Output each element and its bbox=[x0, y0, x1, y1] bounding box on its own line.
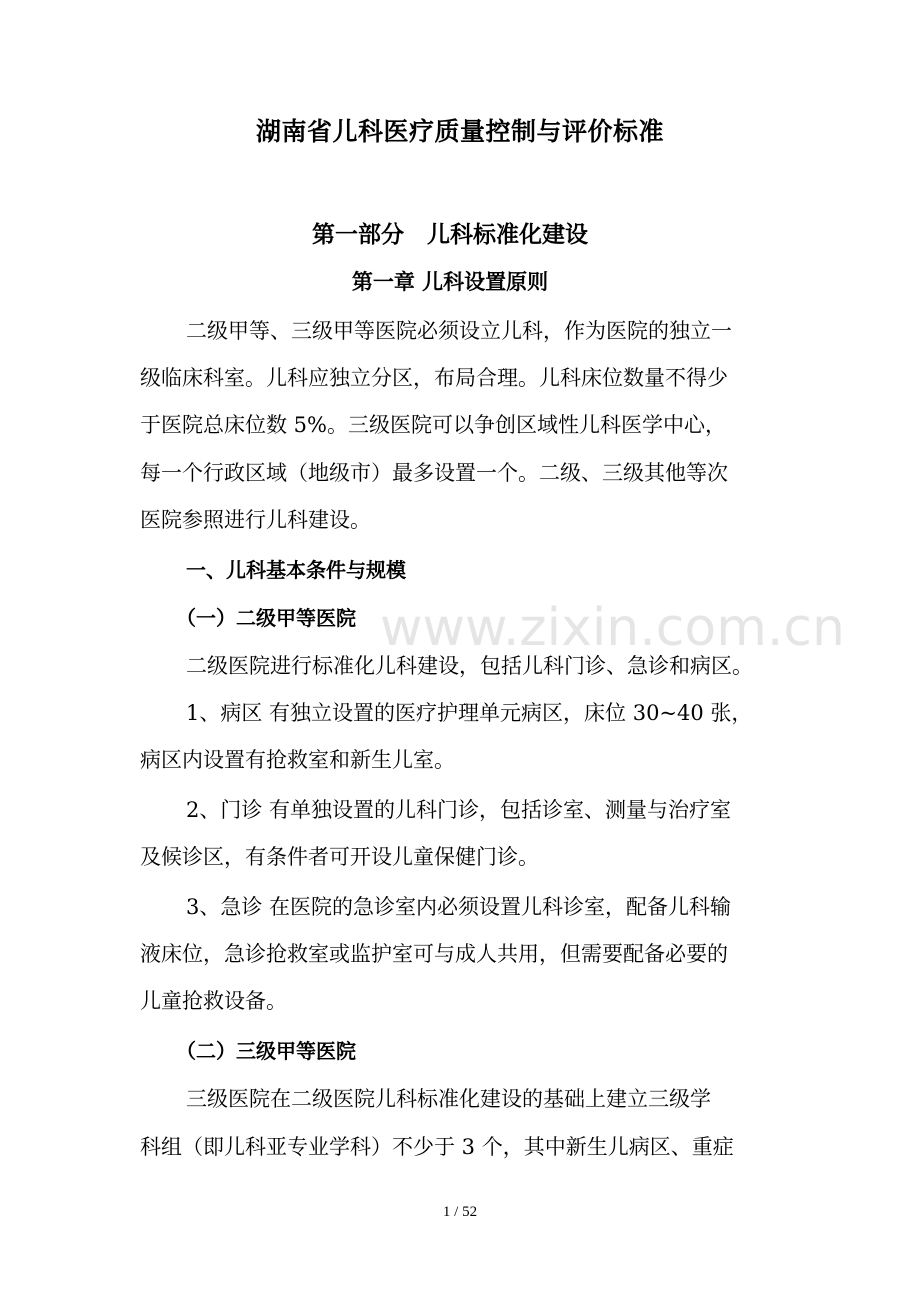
body-line: 及候诊区，有条件者可开设儿童保健门诊。 bbox=[140, 845, 539, 869]
body-line: 液床位，急诊抢救室或监护室可与成人共用，但需要配备必要的 bbox=[140, 942, 728, 966]
body-line: 1、病区 有独立设置的医疗护理单元病区，床位 30~40 张， bbox=[186, 701, 753, 725]
watermark: www.zixin.com.cn bbox=[380, 598, 845, 658]
body-line: 二级医院进行标准化儿科建设，包括儿科门诊、急诊和病区。 bbox=[186, 654, 753, 678]
body-line: 级临床科室。儿科应独立分区，布局合理。儿科床位数量不得少 bbox=[140, 366, 728, 390]
subsection-heading: （一）二级甲等医院 bbox=[176, 606, 356, 630]
page-number: 1 / 52 bbox=[442, 1204, 478, 1220]
body-line: 科组（即儿科亚专业学科）不少于 3 个，其中新生儿病区、重症 bbox=[140, 1135, 734, 1159]
body-line: 三级医院在二级医院儿科标准化建设的基础上建立三级学 bbox=[186, 1087, 711, 1111]
part-title: 第一部分 儿科标准化建设 bbox=[312, 222, 588, 248]
body-line: 儿童抢救设备。 bbox=[140, 989, 287, 1013]
body-line: 医院参照进行儿科建设。 bbox=[140, 508, 371, 532]
body-line: 二级甲等、三级甲等医院必须设立儿科，作为医院的独立一 bbox=[186, 319, 732, 343]
body-line: 病区内设置有抢救室和新生儿室。 bbox=[140, 748, 455, 772]
subsection-heading: （二）三级甲等医院 bbox=[176, 1039, 356, 1063]
section-heading: 一、儿科基本条件与规模 bbox=[186, 558, 406, 582]
document-title: 湖南省儿科医疗质量控制与评价标准 bbox=[255, 117, 664, 146]
body-line: 于医院总床位数 5%。三级医院可以争创区域性儿科医学中心， bbox=[140, 413, 726, 437]
body-line: 每一个行政区域（地级市）最多设置一个。二级、三级其他等次 bbox=[140, 461, 728, 485]
body-line: 2、门诊 有单独设置的儿科门诊，包括诊室、测量与治疗室 bbox=[186, 798, 732, 822]
body-line: 3、急诊 在医院的急诊室内必须设置儿科诊室，配备儿科输 bbox=[186, 895, 732, 919]
chapter-title: 第一章 儿科设置原则 bbox=[351, 270, 549, 294]
